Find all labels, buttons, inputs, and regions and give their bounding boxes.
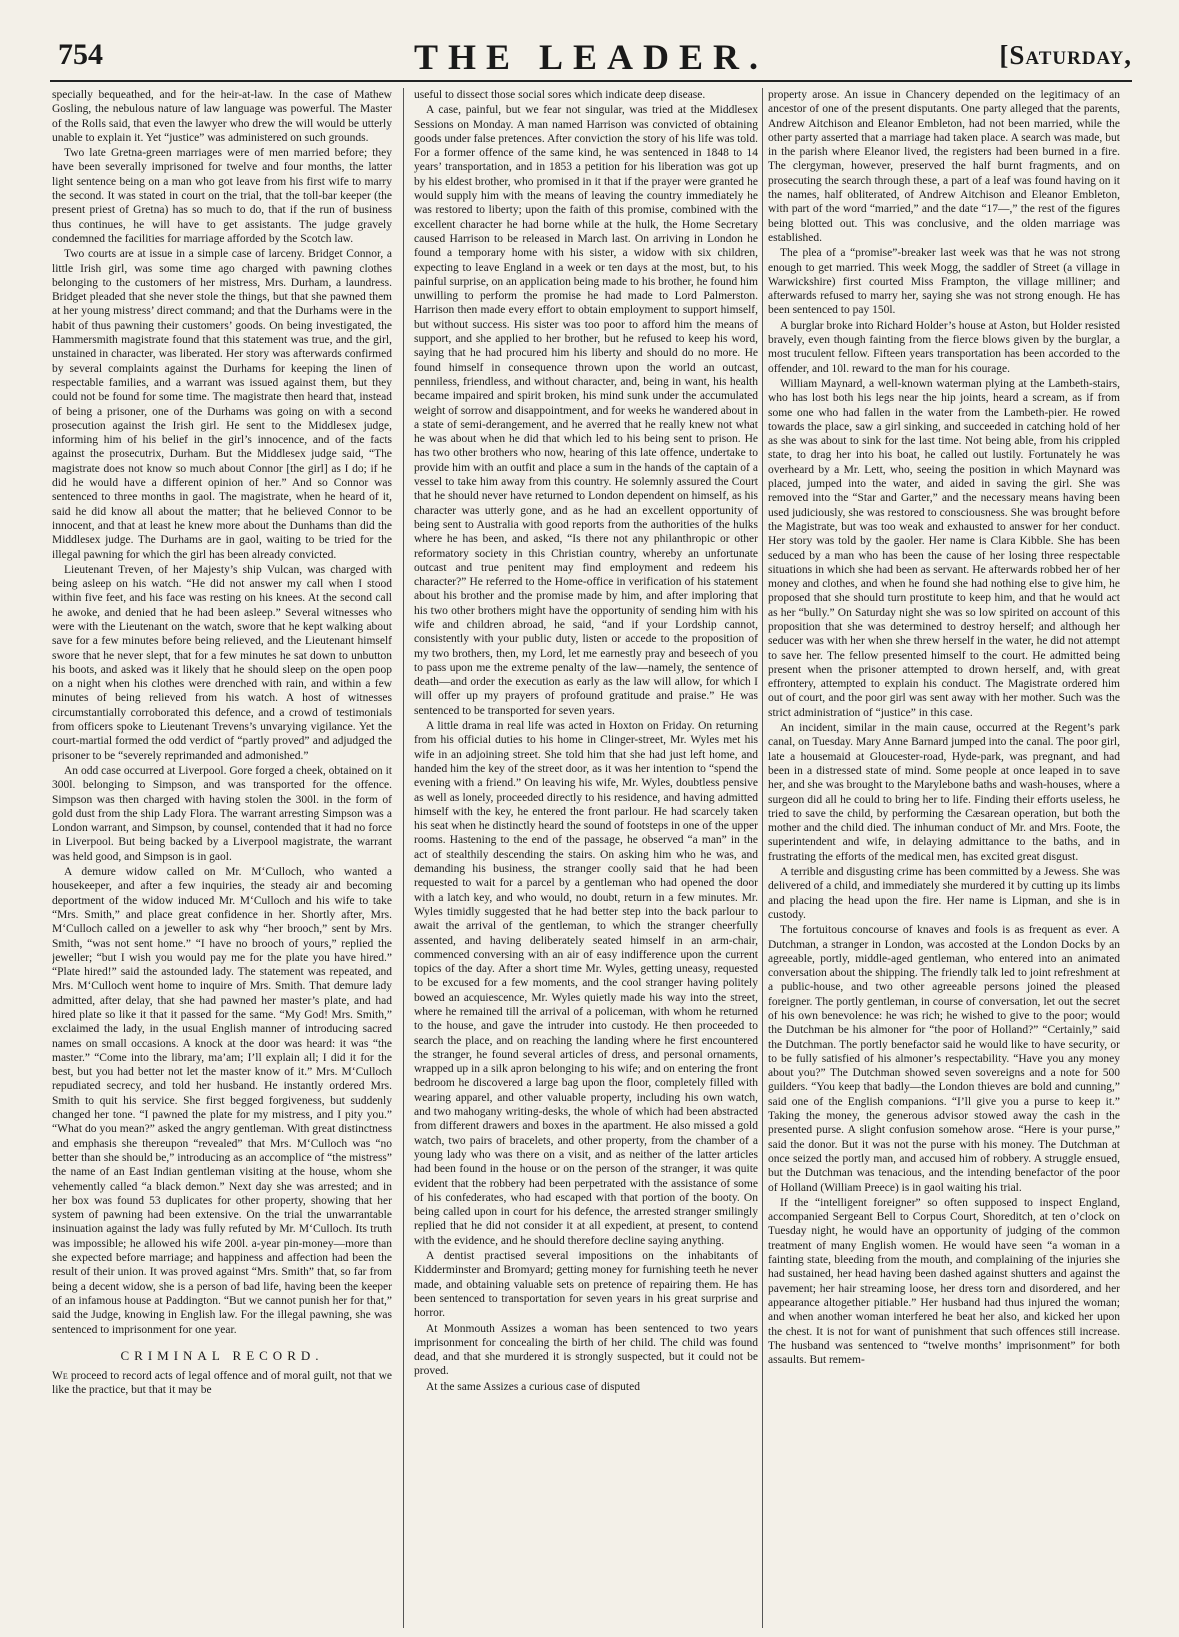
article-paragraph: A burglar broke into Richard Holder’s house at Aston, but Holder resisted bravely, even though fainting from the fierce blows given by the burglar, a most truculent fellow. Fifteen years transportation has been accorded to the offender, and 10l. reward to the man for his courage. (768, 319, 1120, 375)
article-paragraph (52, 1369, 392, 1398)
paragraph-text: proceed to record acts of legal offence and of moral guilt, not that we like the practice, but that it may be (52, 1370, 392, 1397)
article-paragraph: A demure widow called on Mr. M‘Culloch, who wanted a housekeeper, and after a few inquiries, the steady air and becoming deportment of the widow induced Mr. M‘Culloch and his wife to take “Mrs. Smith,” and place great confidence in her. Shortly after, Mrs. M‘Culloch called on a jeweller to ask why “her brooch,” sent by Mrs. Smith, “was not sent home.” “I have no brooch of yours,” replied the jeweller; “but I wish you would pay me for the plate you have hired.” “Plate hired!” said the astounded lady. The statement was repeated, and Mrs. M‘Culloch went home to inquire of Mrs. Smith. That demure lady admitted, after delay, that she had pawned her master’s plate, and had hired plate so like it that it passed for the same. “My God! Mrs. Smith,” exclaimed the lady, in the usual English manner of introducing sacred names on small occasions. A knock at the door was heard: it was “the master.” “Come into the library, ma’am; I’ll explain all; I did it for the best, but you had better not let the master know of it.” Mrs. M‘Culloch repudiated secrecy, and told her husband. He instantly ordered Mrs. Smith to quit his service. She first begged forgiveness, but suddenly changed her tone. “I pawned the plate for my mistress, and I pity you.” “What do you mean?” asked the angry gentleman. With great distinctness and emphasis she thereupon “revealed” that Mrs. M‘Culloch was “no better than she should be,” introducing as an accomplice of “the mistress” the name of an East Indian gentleman visiting at the house, whom she vehemently called “a black demon.” Next day she was arrested; and in her box was found 53 duplicates for other property, showing that her system of pawning had been extensive. On the trial the unwarrantable insinuation against the lady was fully refuted by Mr. M‘Culloch. Its truth was impossible; he allowed his wife 200l. a-year pin-money—more than she expected before marriage; and happiness and affection had been the result of their union. It was proved against “Mrs. Smith” that, so far from being a decent widow, she is a person of bad life, having been the keeper of an infamous house at Paddington. “But we cannot punish her for that,” said the Judge, knowing in English law. For the illegal pawning, she was sentenced to imprisonment for one year. (52, 866, 392, 1336)
column-divider (403, 88, 404, 1628)
article-paragraph: At the same Assizes a curious case of disputed (426, 1380, 640, 1393)
article-paragraph: An incident, similar in the main cause, occurred at the Regent’s park canal, on Tuesday. Mary Anne Barnard jumped into the canal. The poor girl, late a housemaid at Gloucester-road, Hyde-park, was pregnant, and had been in a distressed state of mind. Some people at once leaped in to save her, and she was brought to the Marylebone baths and wash-houses, where a surgeon did all he could to bring her to life. Finding their efforts useless, he tried to save the child, by performing the Cæsarean operation, but both the mother and the child died. The inhuman conduct of Mr. and Mrs. Foote, the superintendent and wife, in delaying admittance to the baths, and in frustrating the efforts of the medical men, has excited great disgust. (768, 722, 1120, 863)
newspaper-title: THE LEADER. (413, 37, 769, 77)
column-2 (414, 88, 758, 1628)
article-paragraph: A terrible and disgusting crime has been committed by a Jewess. She was delivered of a child, and immediately she murdered it by cutting up its limbs and placing the head upon the fire. Her name is Lipman, and she is in custody. (768, 866, 1120, 921)
article-paragraph: property arose. An issue in Chancery depended on the legitimacy of an ancestor of one of the present disputants. One party alleged that the parents, Andrew Aitchison and Eleanor Embleton, had not been married, while the other party asserted that a marriage had taken place. A search was made, but in the parish where Eleanor lived, the registers had been burned in a fire. The clergyman, however, preserved the half burnt fragments, and on prosecuting the search through these, a part of a leaf was found having on it the names, half obliterated, of Andrew Aitchison and Eleanor Embleton, with part of the word “married,” and the date “17—,” the rest of the figures being blotted out. This was conclusive, and the olden marriage was established. (768, 89, 1120, 244)
article-paragraph: An odd case occurred at Liverpool. Gore forged a cheek, obtained on it 300l. belonging to Simpson, and was transported for the offence. Simpson was then charged with having stolen the 300l. in the form of gold dust from the ship Lady Flora. The warrant arresting Simpson was a London warrant, and Simpson, by counsel, contended that it had no force in Liverpool. But being backed by a Liverpool magistrate, the warrant was held good, and Simpson is in gaol. (52, 764, 392, 863)
column-divider (762, 88, 763, 1628)
article-paragraph: William Maynard, a well-known waterman plying at the Lambeth-stairs, who has lost both his legs near the hip joints, heard a scream, as if from some one who had fallen in the water from the Lambeth-pier. He rowed towards the place, saw a girl sinking, and succeeded in catching hold of her as she was about to sink for the last time. Not being able, from his crippled state, to drag her into his boat, he called out lustily. Fortunately he was overheard by a Mr. Lett, who, seeing the position in which Maynard was placed, jumped into the water, and aided in saving the girl. She was removed into the “Star and Garter,” and the necessary means having been used judiciously, she was restored to consciousness. She was brought before the Magistrate, but was too weak and exhausted to answer for her conduct. Her story was told by the gaoler. Her name is Clara Kibble. She has been seduced by a man who has been the cause of her losing three respectable situations in which she had been as servant. He afterwards robbed her of her money and clothes, and when he found she had nothing else to give him, he proposed that she should turn prostitute to keep him, and that he would act as her “bully.” On Saturday night she was so low spirited on account of this proposition that she was determined to destroy herself; and although her seducer was with her when she threw herself in the water, he did not attempt to save her. The fellow presented himself to the court. He admitted being present when the prisoner attempted to drown herself, and, with great effrontery, attempted to explain his conduct. The Magistrate ordered him out of court, and the poor girl was sent away with her mother. Such was the strict administration of “justice” in this case. (768, 377, 1120, 719)
article-paragraph: A case, painful, but we fear not singular, was tried at the Middlesex Sessions on Monday. A man named Harrison was convicted of obtaining goods under false pretences. After conviction the story of his life was told. For a former offence of the same kind, he was sentenced in 1848 to 14 years’ transportation, and in 1853 a petition for his liberation was got up by his eldest brother, who promised in it that if the prayer were granted he would supply him with the means of leaving the country immediately he was restored to liberty; upon the faith of this promise, combined with the excellent character he had borne while at the hulk, the Home Secretary caused Harrison to be released in March last. On arriving in London he found a temporary home with his sister, a widow with six children, expecting to leave England in a week or ten days at the most, but, to his painful surprise, on an application being made to his brother, he found him unwilling to perform the promise he had made to Lord Palmerston. Harrison then made every effort to obtain employment to support himself, but without success. His sister was too poor to afford him the means of support, and she applied to her brother, but he refused to keep his word, saying that he had procured him his liberty and should do no more. He found himself in consequence thrown upon the world an outcast, penniless, friendless, and without character, and, being in want, his health became impaired and spirit broken, his mind sunk under the accumulated weight of sorrow and disappointment, and for weeks he wandered about in a state of semi-derangement, and he averred that he really knew not what he was about when he did that which led to his being sent to prison. He has two other brothers who now, hearing of this late offence, undertake to provide him with an outfit and place a sum in the hands of the captain of a vessel to take him away from this country. He solemnly assured the Court that he should never have returned to London dependent on himself, as his character was utterly gone, and as he had an excellent opportunity of being sent to Australia with good reports from the authorities of the hulks where he has been, and asked, “Is there not any philanthropic or other reformatory society in this Christian country, whereby an unfortunate outcast and true penitent may find employment and redeem his character?” He referred to the Home-office in verification of his statement about his brother and the promise made by him, and after imploring that his two other brothers might have the opportunity of sending him with his wife and children abroad, he said, “and if your Lordship cannot, consistently with your public duty, listen or accede to the proposition of my two brothers, then, my Lord, let me earnestly pray and beseech of you to pass upon me the extreme penalty of the law—namely, the sentence of death—and order the execution as early as the law will allow, for which I will offer up my prayers of profound gratitude and praise.” He was sentenced to be transported for seven years. (414, 104, 758, 717)
article-paragraph: Lieutenant Treven, of her Majesty’s ship Vulcan, was charged with being asleep on his watch. “He did not answer my call when I stood within five feet, and his face was resting on his knees. At the second call he awoke, and denied that he had been asleep.” Several witnesses who were with the Lieutenant on the watch, swore that he kept walking about save for a few minutes before being relieved, and the Lieutenant himself swore that he never slept, that for a few minutes he sat down to unbutton his boots, and asked was it likely that he should sleep on the open poop on a night when his clothes were drenched with rain, and within a few minutes of being relieved from his watch. A host of witnesses circumstantially corroborated this defence, and a crowd of testimonials from officers spoke to Lieutenant Trevens’s unvarying vigilance. Yet the court-martial formed the odd verdict of “partly proved” and adjudged the prisoner to be “severely reprimanded and admonished.” (52, 563, 392, 762)
article-paragraph: If the “intelligent foreigner” so often supposed to inspect England, accompanied Sergeant Bell to Corpus Court, Shoreditch, at ten o’clock on Tuesday night, he would have an opportunity of judging of the common treatment of many English women. He would have seen “a woman in a fainting state, bleeding from the mouth, and complaining of the injuries she had sustained, her head having been dashed against shutters and against the pavement; her hair streaming loose, her dress torn and disordered, and her appearance altogether pitiable.” Her husband had thus injured the woman; and when another woman interfered he beat her also, and kicked her upon the chest. It is not for want of punishment that such offences still increase. The husband was sentenced to “twelve months’ imprisonment” for both assaults. But remem- (768, 1196, 1120, 1367)
article-paragraph: The fortuitous concourse of knaves and fools is as frequent as ever. A Dutchman, a stranger in London, was accosted at the London Docks by an agreeable, portly, middle-aged gentleman, who entered into an animated conversation about the shipping. The friendly talk led to joint refreshment at a public-house, and two other agreeable persons joined the pleased foreigner. The portly gentleman, in course of conversation, let out the secret of his own benevolence: he was rich; he wished to give to the poor; would the Dutchman be his almoner for “the poor of Holland?” “Certainly,” said the Dutchman. The portly benefactor said he would like to have security, or to be fully satisfied of his almoner’s respectability. “Have you any money about you?” The Dutchman showed seven sovereigns and a note for 500 guilders. “You keep that badly—the London thieves are bold and cunning,” said one of the English companions. “I’ll give you a purse to keep it.” Taking the money, the generous advisor stowed away the cash in the presented purse. A slight confusion somehow arose. “Here is your purse,” said the donor. But it was not the purse with his money. The Dutchman at once seized the portly man, and accused him of robbery. A struggle ensued, but the Dutchman was tenacious, and the intending benefactor of the poor of Holland (William Preece) is in gaol waiting his trial. (768, 924, 1120, 1194)
masthead (50, 38, 1132, 84)
article-paragraph: A dentist practised several impositions on the inhabitants of Kidderminster and Bromyard; getting money for furnishing teeth he never made, and obtaining valuable sets on pretence of repairing them. He has been sentenced to transportation for seven years in his great surprise and horror. (414, 1250, 758, 1320)
article-paragraph: Two courts are at issue in a simple case of larceny. Bridget Connor, a little Irish girl, was some time ago charged with pawning clothes belonging to the customers of her mistress, Mrs. Durham, a laundress. Bridget pleaded that she never stole the things, but that she pawned them at her young mistress’ direct command; and that the Durhams were in the habit of thus pawning their customers’ goods. On being investigated, the Hammersmith magistrate found that this statement was true, and the girl, unstained in character, was liberated. Her story was afterwards confirmed by several complaints against the Durhams for keeping the linen of respectable families, and a warrant was issued against them, but they could not be found for some time. The magistrate then heard that, instead of being a prisoner, one of the Durhams was going on with a second prosecution against the Irish girl. He sent to the Middlesex judge, informing him of his belief in the girl’s innocence, and of the facts against the prosecutrix, Durham. But the Middlesex judge said, “The magistrate does not know so much about Connor [the girl] as I do; if he did he would have a different opinion of her.” And so Connor was sentenced to three months in gaol. The magistrate, when he heard of it, said he did know all about the matter; that he believed Connor to be innocent, and that at least he knew more about the Dunhams than did the Middlesex judge. The Durhams are in gaol, waiting to be tried for the illegal pawning for which the girl has been already convicted. (52, 248, 392, 561)
column-1 (52, 88, 392, 1628)
article-paragraph: A little drama in real life was acted in Hoxton on Friday. On returning from his official duties to his home in Clinger-street, Mr. Wyles met his wife in an adjoining street. She told him that she had just left home, and handed him the key of the street door, as it was her intention to “spend the evening with a friend.” On leaving his wife, Mr. Wyles, doubtless pensive as well as lonely, proceeded directly to his residence, and having admitted himself with the key, he entered the front parlour. He had scarcely taken his seat when he distinctly heard the sound of footsteps in one of the upper rooms. Hastening to the end of the passage, he observed “a man” in the act of stealthily descending the stairs. On asking him who he was, and demanding his business, the stranger coolly said that he had been requested to wait for a parcel by a gentleman who had opened the door with a latch key, and who would, no doubt, return in a few minutes. Mr. Wyles timidly suggested that he had better step into the back parlour to await the arrival of the gentleman, to which the stranger cheerfully assented, and having deliberately seated himself in an arm-chair, commenced conversing with an air of easy indifference upon the current topics of the day. After a short time Mr. Wyles, getting uneasy, requested to be excused for a few moments, and the cool stranger having politely bowed an acquiescence, Mr. Wyles quietly made his way into the street, where he remained till the arrival of a policeman, with whom he returned to the house, and gave the intruder into custody. He then proceeded to search the place, and on reaching the landing where he first encountered the stranger, he found several articles of dress, and personal ornaments, wrapped up in a silk apron belonging to his wife; and on entering the front bedroom he discovered a large bag upon the floor, completely filled with wearing apparel, and other valuable property, including his own watch, and two mahogany writing-desks, the whole of which had been abstracted from different drawers and boxes in the apartment. He also missed a gold watch, two pairs of bracelets, and other property, from the chamber of a young lady who was there on a visit, and as neither of the latter articles had been found in the house or on the person of the stranger, it was quite evident that the robbery had been perpetrated with the assistance of some of his confederates, who had escaped with that portion of the booty. On being called upon in court for his defence, the arrested stranger smilingly replied that he did not consider it at all expedient, at present, to contend with the evidence, and he should therefore decline saying anything. (414, 720, 758, 1247)
column-3 (768, 88, 1120, 1628)
dropcap-word: We (52, 1370, 68, 1383)
issue-day: [Saturday, (999, 40, 1132, 70)
article-paragraph: Two late Gretna-green marriages were of men married before; they have been severally imprisoned for twelve and four months, the latter light sentence being on a man who got leave from his first wife to marry the second. It was stated in court on the trial, that the toll-bar keeper (the present priest of Gretna) has so much to do, that if the run of business thus continues, he will have to get assistants. The judge gravely condemned the facilities for marriage afforded by the Scotch law. (52, 147, 392, 245)
page-number: 754 (58, 38, 103, 71)
article-paragraph: specially bequeathed, and for the heir-at-law. In the case of Mathew Gosling, the nebulous nature of law language was powerful. The Master of the Rolls said, that even the lawyer who drew the will would be utterly unable to explain it. Yet “justice” was administered on such grounds. (52, 89, 392, 144)
article-paragraph: useful to dissect those social sores which indicate deep disease. (414, 89, 706, 101)
article-paragraph: At Monmouth Assizes a woman has been sentenced to two years imprisonment for concealing the birth of her child. The child was found dead, and that she murdered it is strongly suspected, but it could not be proved. (414, 1322, 758, 1378)
article-paragraph: The plea of a “promise”-breaker last week was that he was not strong enough to get married. This week Mogg, the saddler of Street (a village in Warwickshire) first courted Miss Frampton, the village milliner; and afterwards refused to marry her, saying she was not strong enough. He has been sentenced to pay 150l. (768, 247, 1120, 317)
section-heading: CRIMINAL RECORD. (120, 1347, 324, 1363)
header-rule (50, 80, 1132, 82)
